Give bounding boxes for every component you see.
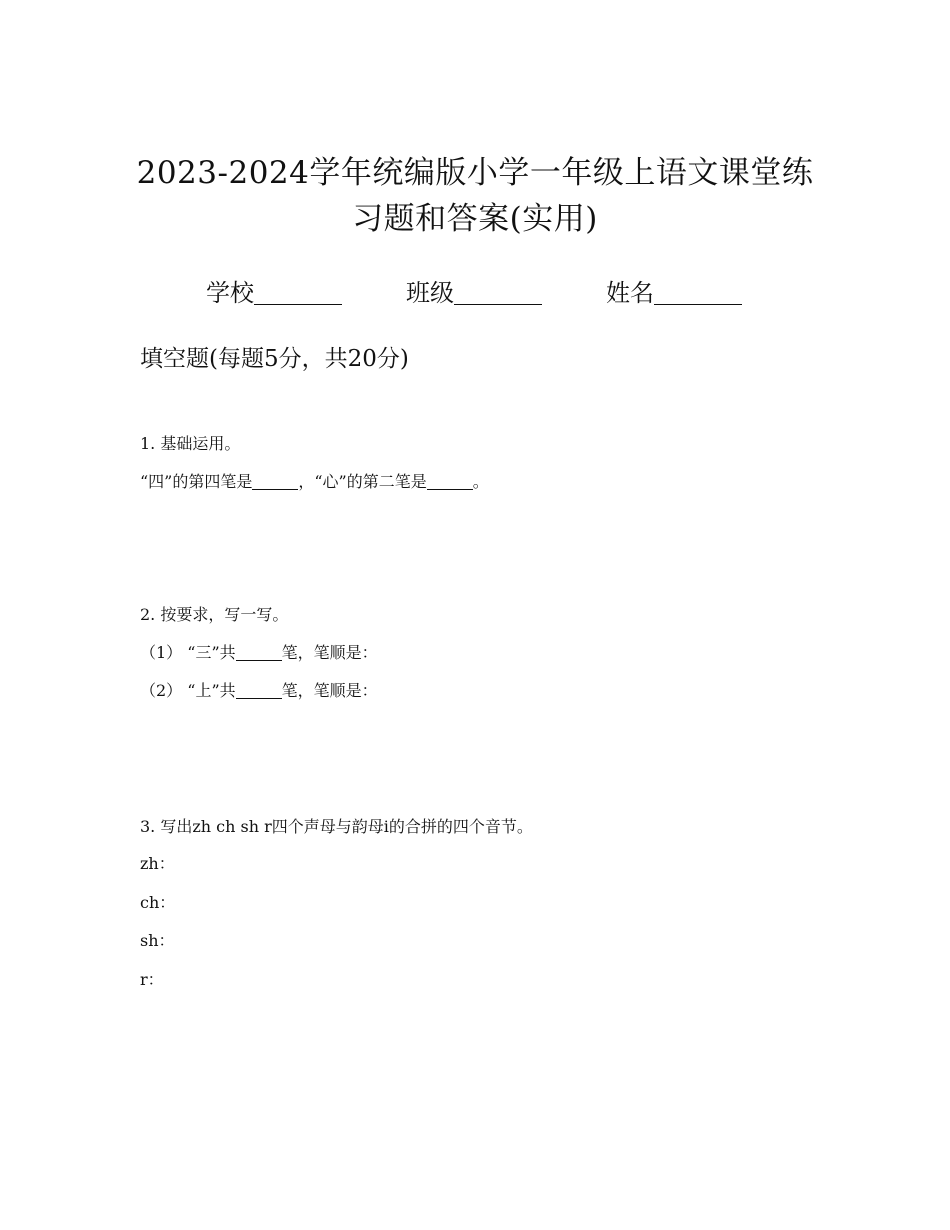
q3-line-r: r：: [140, 970, 164, 989]
q3-line-ch: ch：: [140, 893, 176, 912]
school-blank[interactable]: [254, 278, 342, 305]
q3-line-sh: sh：: [140, 931, 175, 950]
q3-line-zh: zh：: [140, 854, 175, 873]
q1-blank-1[interactable]: [252, 471, 298, 490]
q1-part-a: “四”的第四笔是: [140, 472, 253, 491]
class-field: [406, 276, 542, 310]
name-field: [606, 276, 742, 310]
name-label: 姓名: [606, 279, 654, 307]
q2-item-1-post: 笔，笔顺是：: [281, 643, 378, 662]
q2-item-1-blank[interactable]: [236, 642, 282, 661]
title-line-2: 习题和答案(实用): [352, 201, 598, 237]
q1-end: 。: [472, 472, 489, 491]
q1-stem: 1. 基础运用。: [140, 434, 241, 453]
q2-item-1-pre: （1） “三”共: [140, 643, 236, 662]
q2-item-2-pre: （2） “上”共: [140, 681, 236, 700]
school-field: [206, 276, 342, 310]
q2-stem: 2. 按要求，写一写。: [140, 605, 289, 624]
name-blank[interactable]: [654, 278, 742, 305]
document-title: [120, 150, 830, 242]
q2-item-2-blank[interactable]: [236, 680, 282, 699]
school-label: 学校: [206, 279, 254, 307]
q3-stem: 3. 写出zh ch sh r四个声母与韵母i的合拼的四个音节。: [140, 817, 533, 836]
q2-item-2-post: 笔，笔顺是：: [281, 681, 378, 700]
title-line-1: 2023-2024学年统编版小学一年级上语文课堂练: [136, 155, 814, 191]
q1-blank-2[interactable]: [427, 471, 473, 490]
section-heading: 填空题(每题5分，共20分): [140, 346, 409, 372]
q2-item-1: [140, 641, 378, 665]
class-blank[interactable]: [454, 278, 542, 305]
class-label: 班级: [406, 279, 454, 307]
q1-line: [140, 470, 489, 494]
q1-separator: ，“心”的第二笔是: [298, 472, 427, 491]
q2-item-2: [140, 679, 378, 703]
